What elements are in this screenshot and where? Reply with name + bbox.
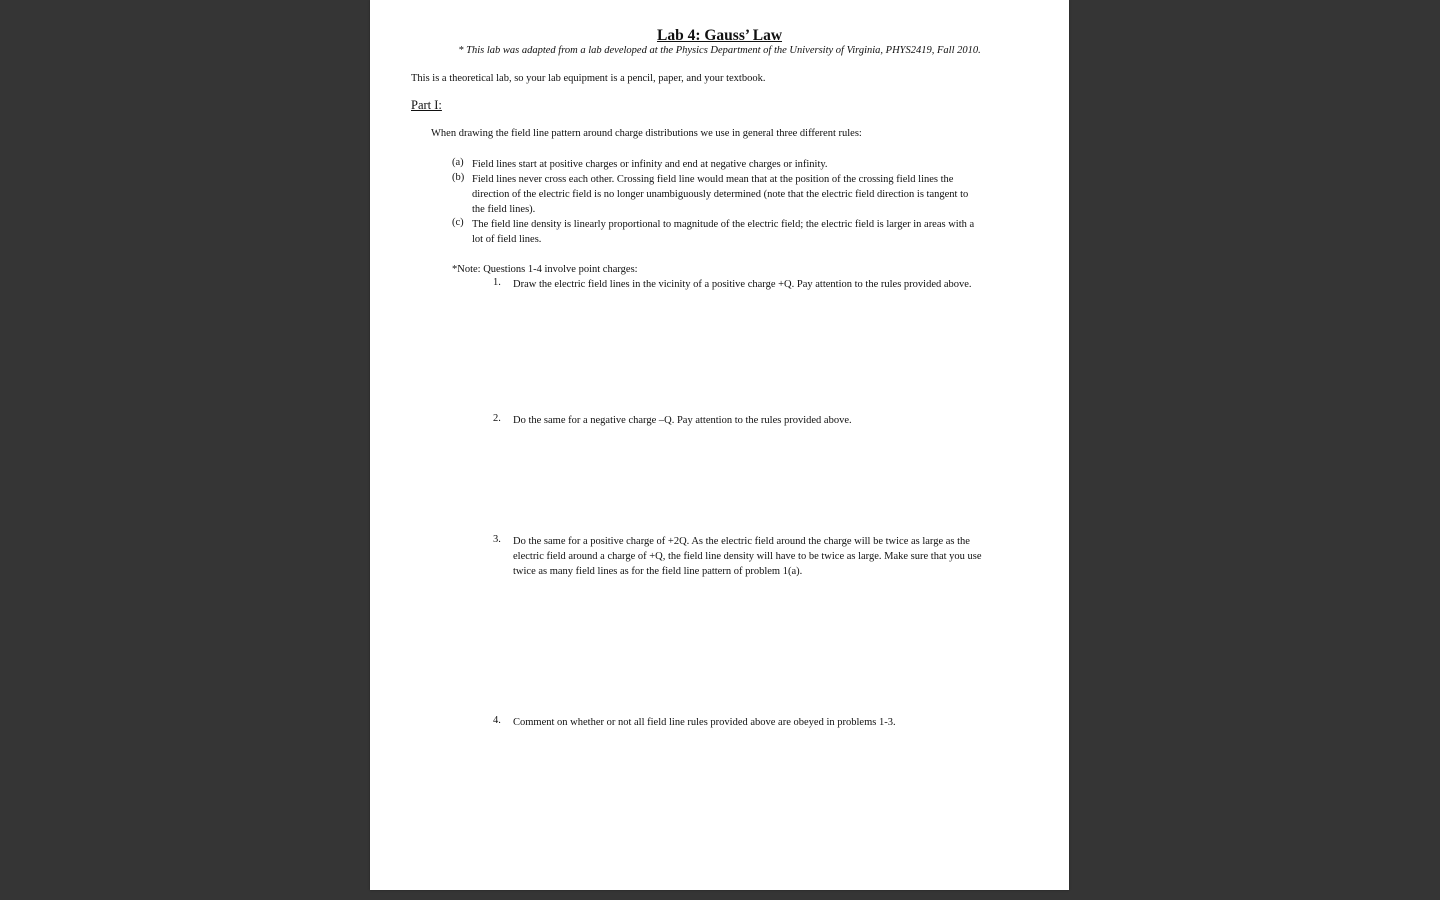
rule-b-label: (b) [452, 172, 465, 183]
questions-note: *Note: Questions 1-4 involve point charges: [452, 264, 638, 275]
question-1-line-1: Draw the electric field lines in the vicinity of a positive charge +Q. Pay attention to the rules provided above. [513, 279, 972, 290]
document-page [370, 0, 1069, 890]
question-3-line-2: electric field around a charge of +Q, the field line density will have to be twice as large. Make sure that you use [513, 551, 982, 562]
question-3-line-1: Do the same for a positive charge of +2Q. As the electric field around the charge will be twice as large as the [513, 536, 970, 547]
intro-paragraph: This is a theoretical lab, so your lab equipment is a pencil, paper, and your textbook. [411, 73, 766, 84]
question-2-label: 2. [493, 413, 501, 424]
rule-b-line-1: Field lines never cross each other. Crossing field line would mean that at the position of the crossing field lines the [472, 174, 954, 185]
rule-c-label: (c) [452, 217, 464, 228]
rule-b-line-2: direction of the electric field is no longer unambiguously determined (note that the electric field direction is tangent to [472, 189, 969, 200]
rule-b-line-3: the field lines). [472, 204, 536, 215]
page-title: Lab 4: Gauss’ Law [656, 27, 783, 44]
question-1-label: 1. [493, 277, 501, 288]
attribution-note: * This lab was adapted from a lab developed at the Physics Department of the University of Virginia, PHYS2419, Fall 2010. [458, 45, 981, 56]
rule-a-line-1: Field lines start at positive charges or infinity and end at negative charges or infinity. [472, 159, 828, 170]
question-4-label: 4. [493, 715, 501, 726]
rule-c-line-2: lot of field lines. [472, 234, 542, 245]
rule-a-label: (a) [452, 157, 464, 168]
rule-c-line-1: The field line density is linearly proportional to magnitude of the electric field; the electric field is larger in areas with a [472, 219, 975, 230]
rules-intro: When drawing the field line pattern around charge distributions we use in general three different rules: [431, 128, 862, 139]
question-3-label: 3. [493, 534, 501, 545]
question-3-line-3: twice as many field lines as for the field line pattern of problem 1(a). [513, 566, 803, 577]
part-heading: Part I: [411, 98, 442, 112]
question-2-line-1: Do the same for a negative charge –Q. Pay attention to the rules provided above. [513, 415, 852, 426]
question-4-line-1: Comment on whether or not all field line rules provided above are obeyed in problems 1-3. [513, 717, 896, 728]
